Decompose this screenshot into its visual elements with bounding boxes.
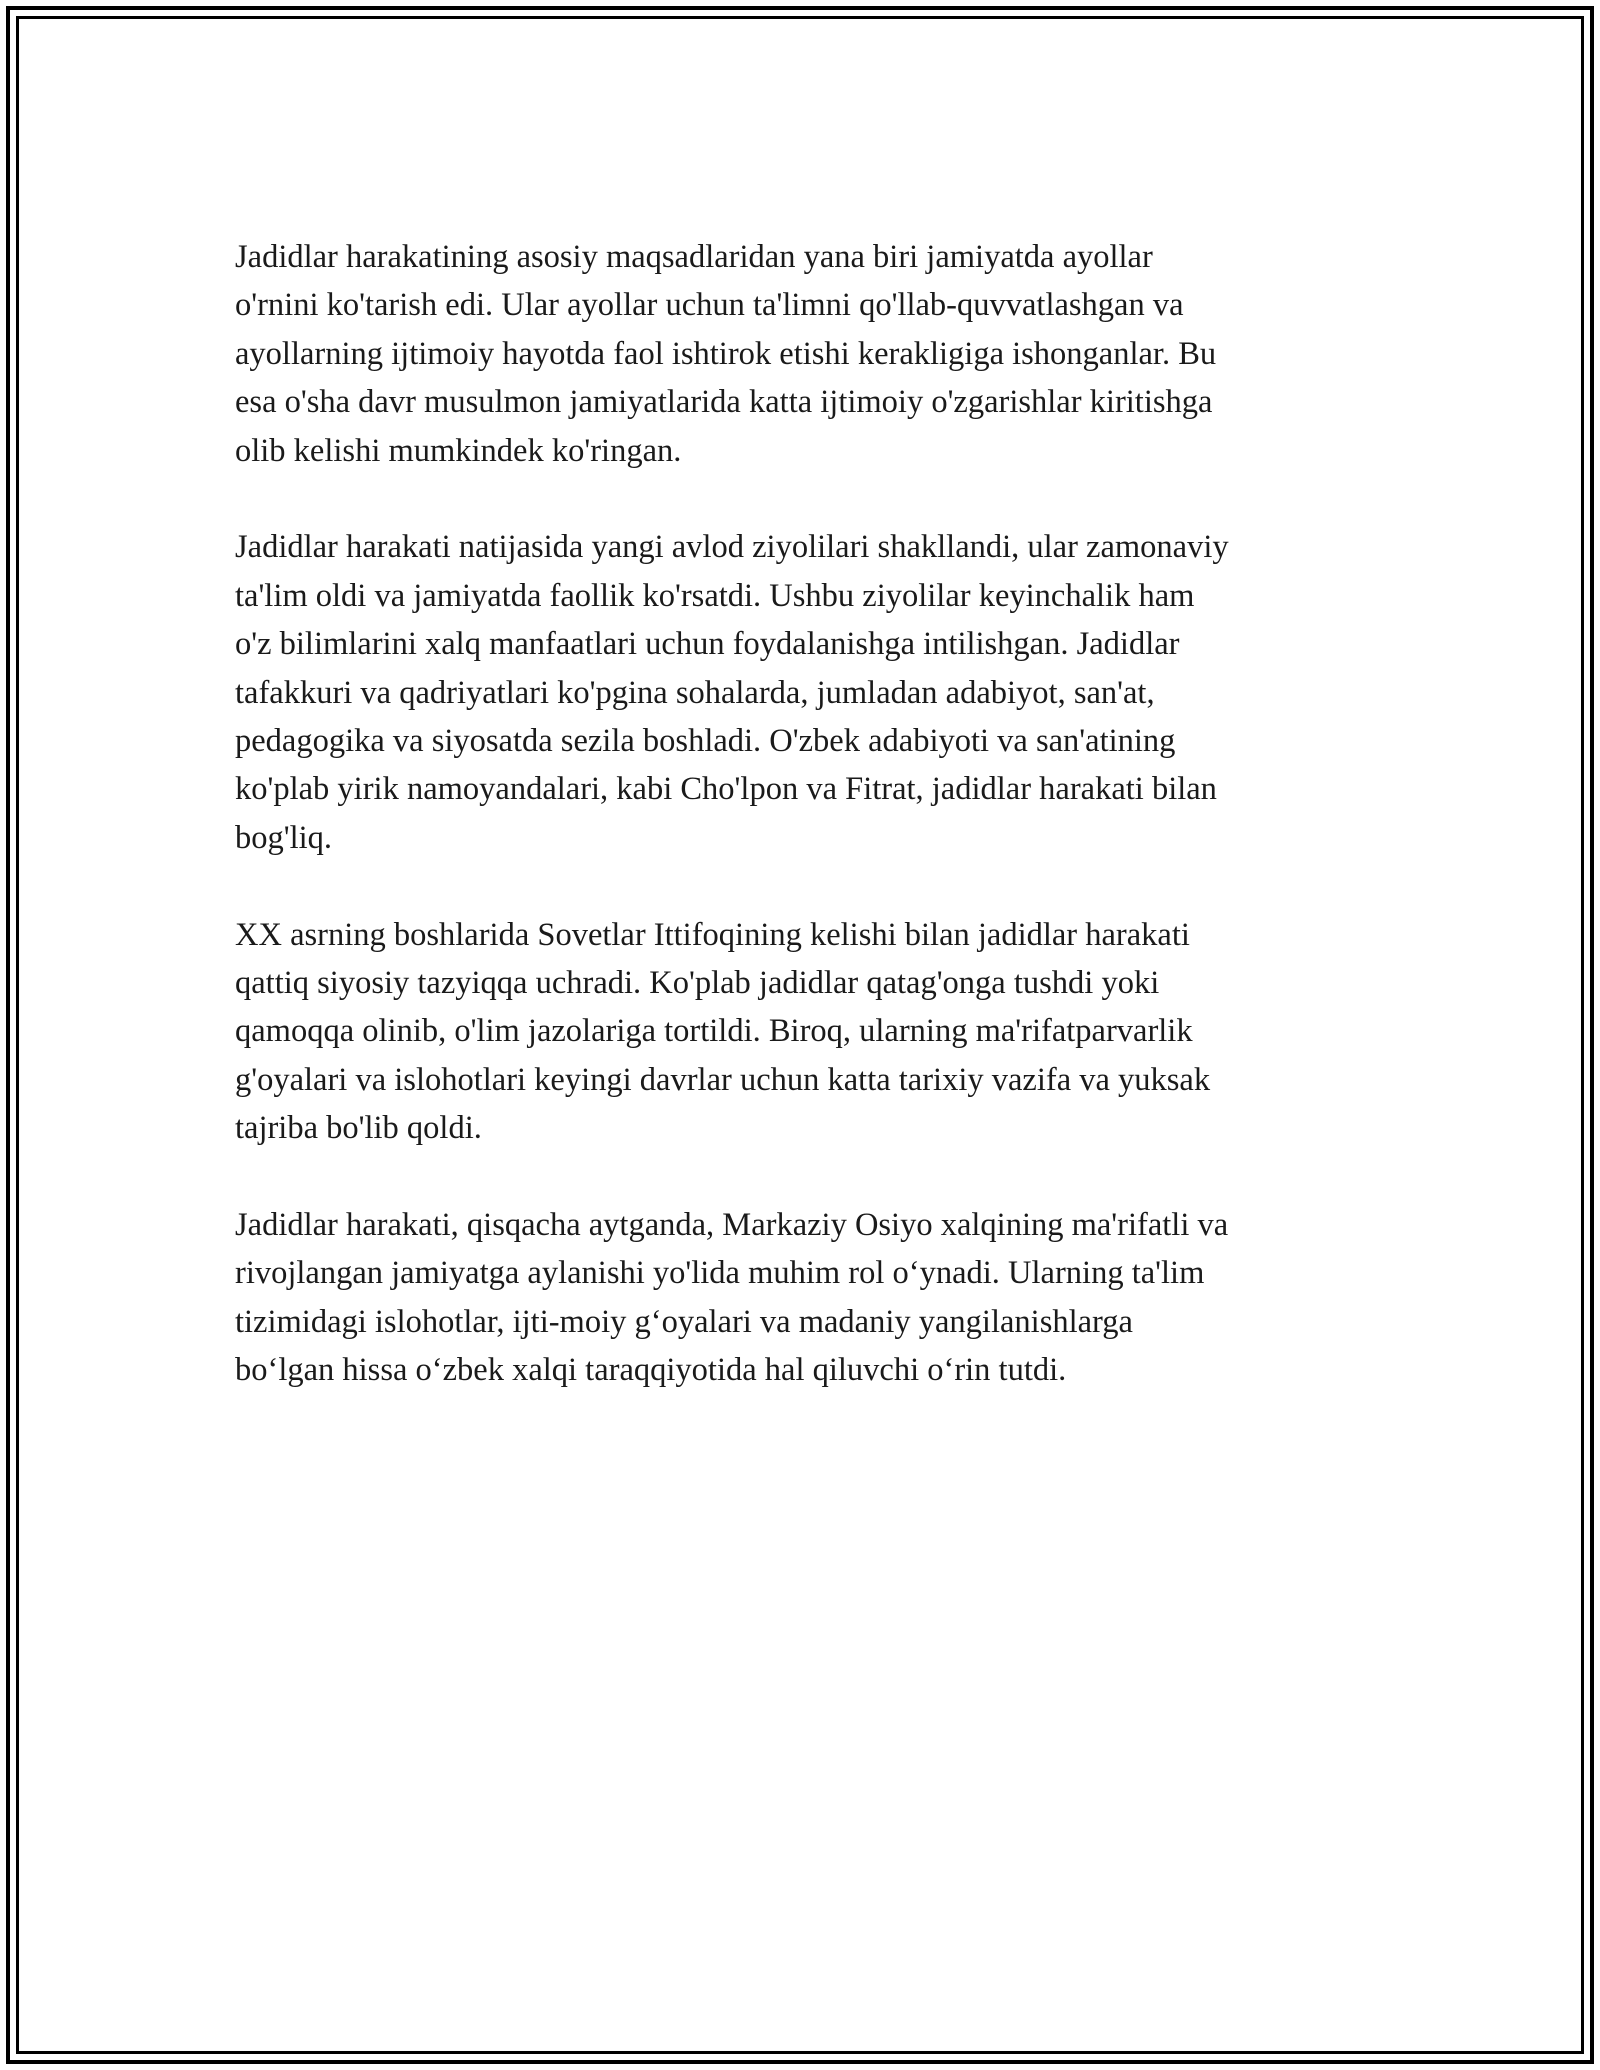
text-line: tafakkuri va qadriyatlari ko'pgina sohalarda, jumladan adabiyot, san'at, xyxy=(235,674,1155,711)
text-line: tajriba bo'lib qoldi. xyxy=(235,1110,482,1147)
text-line: o'rnini ko'tarish edi. Ular ayollar uchun ta'limni qo'llab-quvvatlashgan va xyxy=(235,287,1184,324)
text-line: pedagogika va siyosatda sezila boshladi. O'zbek adabiyoti va san'atining xyxy=(235,723,1176,760)
text-line: esa o'sha davr musulmon jamiyatlarida katta ijtimoiy o'zgarishlar kiritishga xyxy=(235,384,1213,421)
text-line: ko'plab yirik namoyandalari, kabi Cho'lpon va Fitrat, jadidlar harakati bilan xyxy=(235,771,1217,808)
text-line: Jadidlar harakati, qisqacha aytganda, Markaziy Osiyo xalqining ma'rifatli va xyxy=(235,1207,1229,1244)
text-line: bo‘lgan hissa o‘zbek xalqi taraqqiyotida hal qiluvchi o‘rin tutdi. xyxy=(235,1352,1067,1389)
paragraph-1 xyxy=(235,233,1375,475)
paragraph-3 xyxy=(235,911,1375,1153)
text-line: Jadidlar harakati natijasida yangi avlod ziyolilari shakllandi, ular zamonaviy xyxy=(235,529,1229,566)
text-line: bog'liq. xyxy=(235,819,333,856)
paragraph-2 xyxy=(235,523,1375,862)
text-line: g'oyalari va islohotlari keyingi davrlar uchun katta tarixiy vazifa va yuksak xyxy=(235,1061,1211,1098)
text-line: rivojlangan jamiyatga aylanishi yo'lida muhim rol o‘ynadi. Ularning ta'lim xyxy=(235,1255,1205,1292)
text-line: olib kelishi mumkindek ko'ringan. xyxy=(235,432,682,469)
text-line: Jadidlar harakatining asosiy maqsadlaridan yana biri jamiyatda ayollar xyxy=(235,239,1153,275)
document-body xyxy=(235,233,1375,1443)
text-line: ta'lim oldi va jamiyatda faollik ko'rsatdi. Ushbu ziyolilar keyinchalik ham xyxy=(235,577,1195,614)
text-line: o'z bilimlarini xalq manfaatlari uchun foydalanishga intilishgan. Jadidlar xyxy=(235,626,1180,663)
text-line: qattiq siyosiy tazyiqqa uchradi. Ko'plab jadidlar qatag'onga tushdi yoki xyxy=(235,965,1160,1002)
paragraph-4 xyxy=(235,1201,1375,1395)
text-line: qamoqqa olinib, o'lim jazolariga tortildi. Biroq, ularning ma'rifatparvarlik xyxy=(235,1013,1193,1050)
text-line: ayollarning ijtimoiy hayotda faol ishtirok etishi kerakligiga ishonganlar. Bu xyxy=(235,335,1217,372)
text-line: tizimidagi islohotlar, ijti-moiy g‘oyalari va madaniy yangilanishlarga xyxy=(235,1303,1133,1340)
text-line: XX asrning boshlarida Sovetlar Ittifoqining kelishi bilan jadidlar harakati xyxy=(235,916,1190,953)
